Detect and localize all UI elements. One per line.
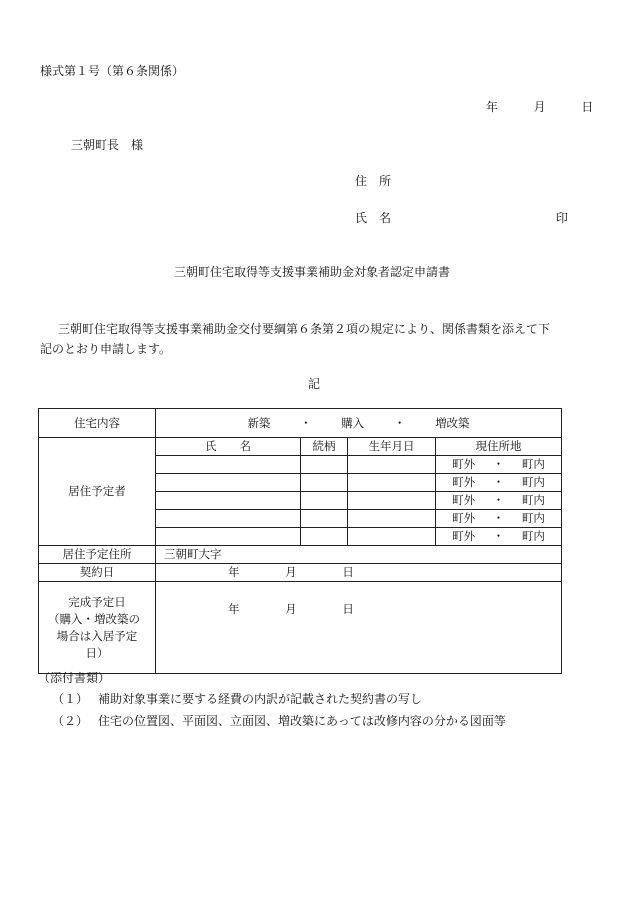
completion-date-value[interactable] — [156, 582, 562, 674]
header-relation: 続柄 — [301, 438, 348, 456]
resident-name-cell[interactable] — [156, 456, 301, 474]
body-line-1: 三朝町住宅取得等支援事業補助金交付要綱第６条第２項の規定により、関係書類を添えて下 — [58, 322, 551, 336]
attachment-num-1: （１） — [52, 692, 89, 706]
document-title: 三朝町住宅取得等支援事業補助金対象者認定申請書 — [174, 265, 451, 279]
resident-name-cell[interactable] — [156, 528, 301, 546]
contract-year: 年 — [228, 565, 240, 579]
completion-month: 月 — [285, 602, 297, 616]
resident-birth-cell[interactable] — [348, 492, 436, 510]
resident-name-cell[interactable] — [156, 474, 301, 492]
housing-options — [156, 409, 562, 438]
resident-address-cell[interactable] — [436, 510, 562, 528]
resident-birth-cell[interactable] — [348, 510, 436, 528]
addr-dot: ・ — [492, 511, 505, 525]
attachment-item-1 — [52, 690, 422, 707]
addr-inside: 町内 — [521, 529, 545, 543]
date-year: 年 — [486, 100, 499, 114]
resident-address-cell[interactable] — [436, 528, 562, 546]
resident-relation-cell[interactable] — [301, 510, 348, 528]
date-month: 月 — [533, 100, 546, 114]
completion-label-line-2: （購入・増改築の — [48, 611, 140, 626]
contract-month: 月 — [285, 565, 297, 579]
planned-address-label: 居住予定住所 — [39, 546, 156, 564]
completion-label-line-1: 完成予定日 — [68, 594, 126, 609]
resident-name-cell[interactable] — [156, 492, 301, 510]
resident-birth-cell[interactable] — [348, 456, 436, 474]
date-line — [486, 98, 593, 115]
addr-dot: ・ — [492, 529, 505, 543]
header-name: 氏 名 — [156, 438, 301, 456]
contract-day: 日 — [342, 565, 354, 579]
contract-date-label: 契約日 — [39, 564, 156, 582]
resident-address-cell[interactable] — [436, 456, 562, 474]
completion-label — [39, 582, 156, 674]
completion-label-line-4: 日） — [85, 645, 109, 660]
planned-address-value[interactable]: 三朝町大字 — [156, 546, 562, 564]
attachment-text-2: 住宅の位置図、平面図、立面図、増改築にあっては改修内容の分かる図面等 — [98, 714, 506, 728]
applicant-name-label: 氏 名 — [355, 211, 392, 225]
completion-label-line-3: 場合は入居予定 — [56, 628, 138, 643]
option-purchase: 購入 — [341, 415, 365, 430]
completion-year: 年 — [228, 602, 240, 616]
addr-inside: 町内 — [521, 493, 545, 507]
addr-outside: 町外 — [452, 511, 476, 525]
attachment-item-2 — [52, 712, 506, 729]
header-birth: 生年月日 — [348, 438, 436, 456]
resident-address-cell[interactable] — [436, 474, 562, 492]
resident-name-cell[interactable] — [156, 510, 301, 528]
applicant-address-label: 住 所 — [355, 174, 392, 188]
completion-day: 日 — [342, 602, 354, 616]
option-sep-1: ・ — [300, 415, 312, 430]
resident-birth-cell[interactable] — [348, 474, 436, 492]
seal-mark: 印 — [556, 211, 569, 225]
addr-dot: ・ — [492, 457, 505, 471]
application-table — [38, 408, 562, 674]
addr-inside: 町内 — [521, 475, 545, 489]
resident-label: 居住予定者 — [39, 438, 156, 546]
body-line-2: 記のとおり申請します。 — [40, 342, 172, 356]
resident-birth-cell[interactable] — [348, 528, 436, 546]
addr-outside: 町外 — [452, 529, 476, 543]
housing-label: 住宅内容 — [39, 409, 156, 438]
attachment-num-2: （２） — [52, 714, 89, 728]
resident-relation-cell[interactable] — [301, 474, 348, 492]
resident-relation-cell[interactable] — [301, 528, 348, 546]
header-address: 現住所地 — [436, 438, 562, 456]
addr-inside: 町内 — [521, 511, 545, 525]
addr-outside: 町外 — [452, 475, 476, 489]
contract-date-value[interactable] — [156, 564, 562, 582]
addr-outside: 町外 — [452, 457, 476, 471]
addr-inside: 町内 — [521, 457, 545, 471]
addressee: 三朝町長 様 — [71, 138, 144, 152]
option-renovation: 増改築 — [435, 415, 470, 430]
attachments-heading: （添付書類） — [38, 671, 111, 685]
addr-dot: ・ — [492, 493, 505, 507]
addr-outside: 町外 — [452, 493, 476, 507]
attachment-text-1: 補助対象事業に要する経費の内訳が記載された契約書の写し — [98, 692, 423, 706]
resident-address-cell[interactable] — [436, 492, 562, 510]
resident-relation-cell[interactable] — [301, 456, 348, 474]
option-sep-2: ・ — [393, 415, 406, 430]
form-number: 様式第１号（第６条関係） — [40, 64, 185, 78]
option-new-build: 新築 — [247, 415, 271, 430]
date-day: 日 — [581, 100, 594, 114]
resident-relation-cell[interactable] — [301, 492, 348, 510]
ki-heading: 記 — [308, 377, 321, 391]
addr-dot: ・ — [492, 475, 505, 489]
